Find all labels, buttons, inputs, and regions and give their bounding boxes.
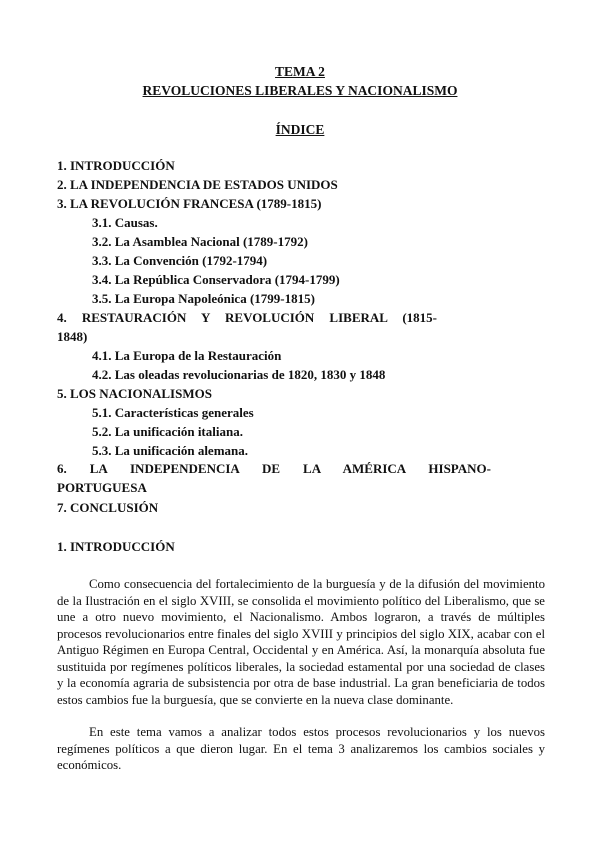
toc-item: 7. CONCLUSIÓN (57, 500, 159, 515)
toc-item-continuation: 1848) (57, 329, 88, 344)
toc-subitem: 3.3. La Convención (1792-1794) (92, 253, 268, 268)
toc-subitem: 3.5. La Europa Napoleónica (1799-1815) (92, 291, 315, 306)
toc-subitem: 5.1. Características generales (92, 405, 254, 420)
toc-subitem: 3.2. La Asamblea Nacional (1789-1792) (92, 234, 308, 249)
toc-subitem: 5.2. La unificación italiana. (92, 424, 243, 439)
toc-item-continuation: PORTUGUESA (57, 480, 147, 495)
body-paragraph: En este tema vamos a analizar todos estos procesos revolucionarios y los nuevos regímenes políticos a que dieron lugar. En el tema 3 analizaremos los cambios sociales y económicos. (57, 725, 545, 772)
toc-subitem: 3.1. Causas. (92, 215, 158, 230)
toc-item: 5. LOS NACIONALISMOS (57, 386, 212, 401)
toc-subitem: 4.2. Las oleadas revolucionarias de 1820, 1830 y 1848 (92, 367, 386, 382)
body-paragraph: Como consecuencia del fortalecimiento de la burguesía y de la difusión del movimiento de la Ilustración en el siglo XVIII, se consolida el movimiento político del Liberalismo, que se une a otro nuevo movimiento, el Nacionalismo. Ambos lograron, a través de múltiples procesos revolucionarios entre finales del siglo XVIII y principios del siglo XIX, acabar con el Antiguo Régimen en Europa Central, Occidental y en América. Así, la monarquía absoluta fue sustituida por regímenes políticos liberales, la sociedad estamental por una sociedad de clases y la economía agraria de subsistencia por otra de base industrial. La gran beneficiaria de todos estos cambios fue la burguesía, que se convierte en la nueva clase dominante. (57, 577, 545, 707)
toc-subitem: 5.3. La unificación alemana. (92, 443, 249, 458)
toc-item: 6. LA INDEPENDENCIA DE LA AMÉRICA HISPANO- (57, 461, 491, 476)
toc-item: 3. LA REVOLUCIÓN FRANCESA (1789-1815) (57, 196, 322, 211)
index-title: ÍNDICE (275, 122, 325, 137)
toc-subitem: 3.4. La República Conservadora (1794-1799) (92, 272, 340, 287)
toc-item: 1. INTRODUCCIÓN (57, 158, 175, 173)
toc-item: 4. RESTAURACIÓN Y REVOLUCIÓN LIBERAL (1815- (57, 310, 437, 325)
section-heading: 1. INTRODUCCIÓN (57, 539, 175, 554)
tema-label: TEMA 2 (275, 64, 325, 79)
document-title: REVOLUCIONES LIBERALES Y NACIONALISMO (142, 83, 458, 98)
toc-item: 2. LA INDEPENDENCIA DE ESTADOS UNIDOS (57, 177, 338, 192)
toc-subitem: 4.1. La Europa de la Restauración (92, 348, 282, 363)
